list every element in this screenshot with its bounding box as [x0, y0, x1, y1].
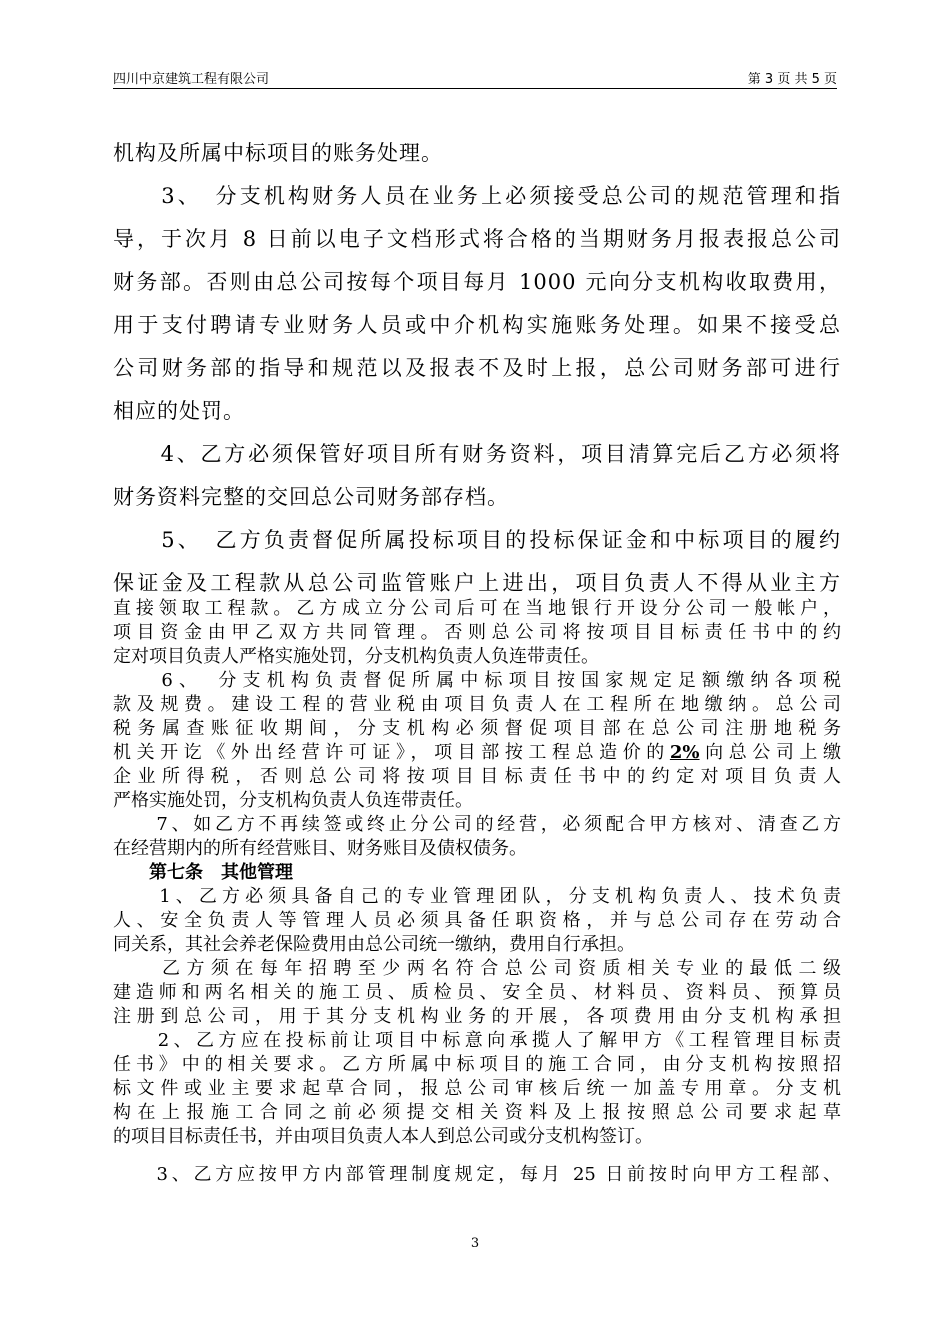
- body-line: 注册到总公司，用于其分支机构业务的开展，各项费用由分支机构承担: [113, 1006, 841, 1027]
- section-heading: 第七条 其他管理: [113, 862, 293, 883]
- body-line: 财务部。否则由总公司按每个项目每月 1000 元向分支机构收取费用，: [113, 270, 841, 294]
- body-line: 6、 分支机构负责督促所属中标项目按国家规定足额缴纳各项税: [113, 670, 841, 691]
- body-line: 定对项目负责人严格实施处罚，分支机构负责人负连带责任。: [113, 646, 599, 667]
- body-line: 1、乙方必须具备自己的专业管理团队，分支机构负责人、技术负责: [113, 886, 841, 907]
- body-line: 用于支付聘请专业财务人员或中介机构实施账务处理。如果不接受总: [113, 313, 841, 337]
- body-line: 构在上报施工合同之前必须提交相关资料及上报按照总公司要求起草: [113, 1102, 841, 1123]
- body-line: 税务属查账征收期间，分支机构必须督促项目部在总公司注册地税务: [113, 718, 841, 739]
- body-line: 任书》中的相关要求。乙方所属中标项目的施工合同，由分支机构按照招: [113, 1054, 841, 1075]
- body-line: 人、安全负责人等管理人员必须具备任职资格，并与总公司存在劳动合: [113, 910, 841, 931]
- body-line: 2、乙方应在投标前让项目中标意向承揽人了解甲方《工程管理目标责: [113, 1030, 841, 1051]
- body-line: 项目资金由甲乙双方共同管理。否则总公司将按项目目标责任书中的约: [113, 622, 841, 643]
- body-line: 乙方须在每年招聘至少两名符合总公司资质相关专业的最低二级: [113, 958, 841, 979]
- body-line: 标文件或业主要求起草合同，报总公司审核后统一加盖专用章。分支机: [113, 1078, 841, 1099]
- body-line: 导，于次月 8 日前以电子文档形式将合格的当期财务月报表报总公司: [113, 227, 841, 251]
- body-line: 直接领取工程款。乙方成立分公司后可在当地银行开设分公司一般帐户，: [113, 598, 841, 619]
- page-number: 3: [470, 1236, 480, 1251]
- body-line: 保证金及工程款从总公司监管账户上进出，项目负责人不得从业主方: [113, 571, 841, 595]
- rate-highlight: 2%: [669, 742, 700, 763]
- body-line: 严格实施处罚，分支机构负责人负连带责任。: [113, 790, 473, 811]
- body-line: 同关系，其社会养老保险费用由总公司统一缴纳，费用自行承担。: [113, 934, 635, 955]
- body-line: 款及规费。建设工程的营业税由项目负责人在工程所在地缴纳。总公司: [113, 694, 841, 715]
- body-line: 3、 分支机构财务人员在业务上必须接受总公司的规范管理和指: [113, 184, 841, 208]
- body-line: 企业所得税，否则总公司将按项目目标责任书中的约定对项目负责人: [113, 766, 841, 787]
- body-line: 公司财务部的指导和规范以及报表不及时上报，总公司财务部可进行: [113, 356, 841, 380]
- body-line: 7、如乙方不再续签或终止分公司的经营，必须配合甲方核对、清查乙方: [113, 814, 841, 835]
- header-page-info: 第 3 页 共 5 页: [747, 72, 837, 87]
- body-line: 相应的处罚。: [113, 399, 245, 423]
- body-line: 在经营期内的所有经营账目、财务账目及债权债务。: [113, 838, 527, 859]
- header-company: 四川中京建筑工程有限公司: [113, 72, 270, 87]
- body-line: 建造师和两名相关的施工员、质检员、安全员、材料员、资料员、预算员: [113, 982, 841, 1003]
- body-line: 的项目目标责任书，并由项目负责人本人到总公司或分支机构签订。: [113, 1126, 653, 1147]
- body-line: 财务资料完整的交回总公司财务部存档。: [113, 485, 509, 509]
- page-header: [113, 68, 837, 88]
- body-line: 4、乙方必须保管好项目所有财务资料，项目清算完后乙方必须将: [113, 442, 841, 466]
- header-divider: [113, 88, 837, 89]
- body-line: 机构及所属中标项目的账务处理。: [113, 141, 443, 165]
- body-line: 机关开讫《外出经营许可证》，项目部按工程总造价的2%向总公司上缴: [113, 742, 841, 763]
- body-line: 3、乙方应按甲方内部管理制度规定，每月 25 日前按时向甲方工程部、: [113, 1164, 841, 1185]
- body-line: 5、 乙方负责督促所属投标项目的投标保证金和中标项目的履约: [113, 528, 841, 552]
